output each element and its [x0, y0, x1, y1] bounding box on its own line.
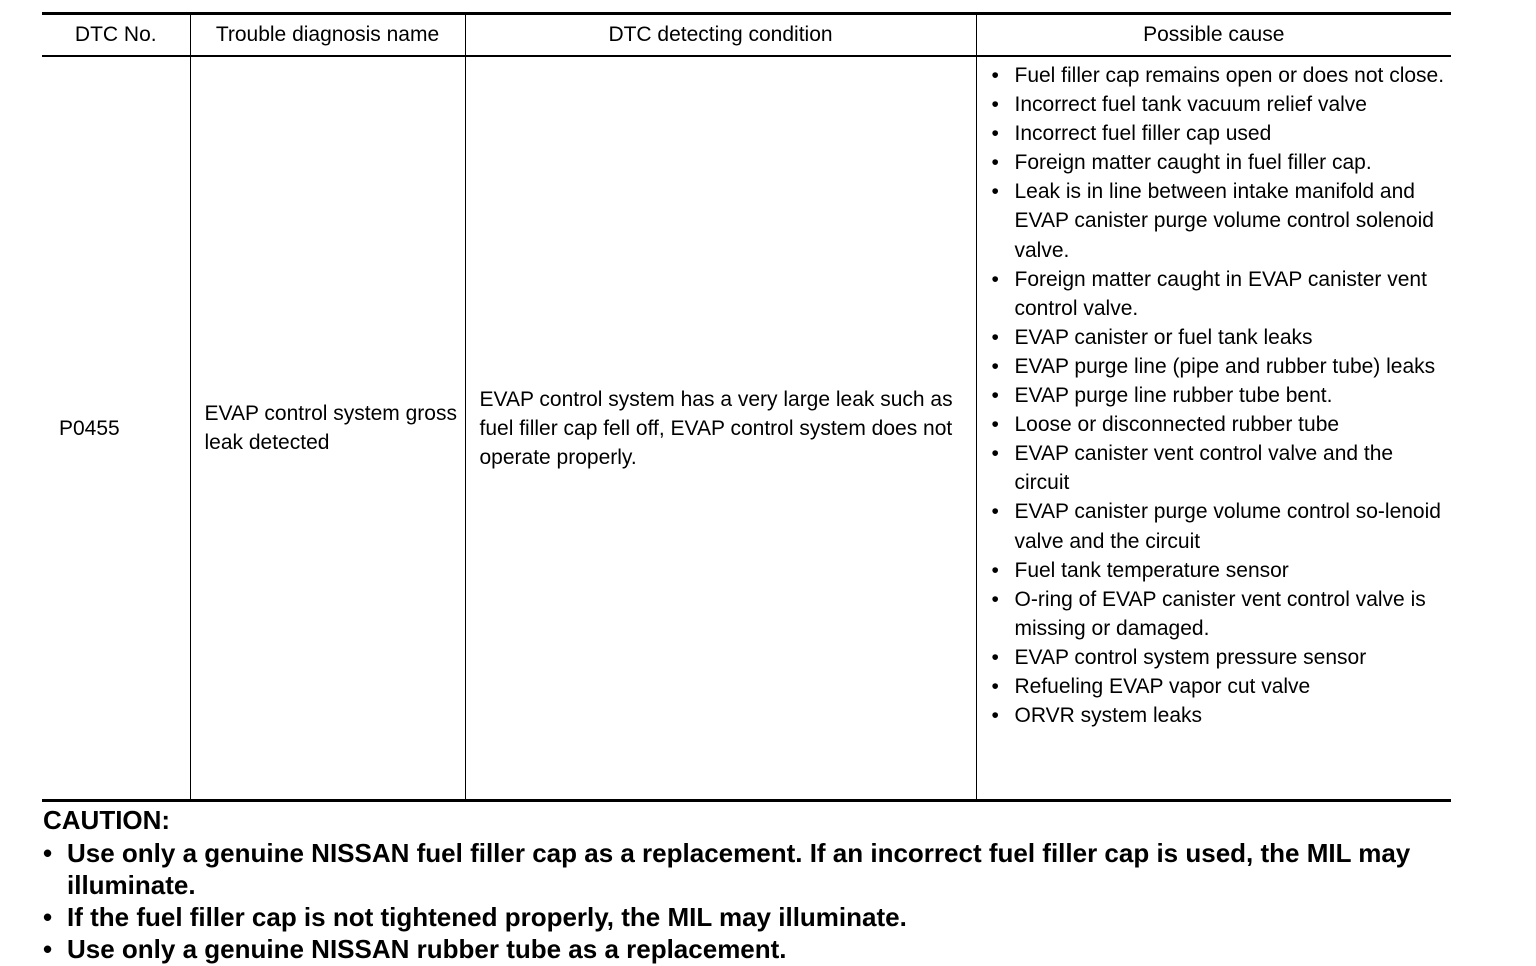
trouble-diagnosis-name-cell: EVAP control system gross leak detected	[190, 56, 465, 801]
caution-title: CAUTION:	[43, 805, 171, 835]
caution-block	[43, 803, 1473, 965]
possible-cause-item: • EVAP purge line (pipe and rubber tube) leaks	[1015, 352, 1452, 381]
header-possible-cause: Possible cause	[976, 14, 1451, 57]
possible-cause-item: • EVAP canister purge volume control so-lenoid valve and the circuit	[1015, 497, 1452, 555]
table-header	[42, 14, 1451, 57]
header-row	[42, 14, 1451, 57]
header-dtc-detecting-condition: DTC detecting condition	[465, 14, 976, 57]
dtc-table	[42, 12, 1451, 802]
caution-list	[43, 837, 1473, 965]
possible-cause-item: • Fuel filler cap remains open or does not close.	[1015, 61, 1452, 90]
caution-item: • Use only a genuine NISSAN rubber tube as a replacement.	[67, 933, 1473, 965]
possible-cause-item: • Incorrect fuel filler cap used	[1015, 119, 1452, 148]
possible-cause-item: • EVAP canister or fuel tank leaks	[1015, 323, 1452, 352]
possible-cause-item: • Foreign matter caught in EVAP canister vent control valve.	[1015, 265, 1452, 323]
possible-cause-item: • Refueling EVAP vapor cut valve	[1015, 672, 1452, 701]
detecting-condition-cell: EVAP control system has a very large leak such as fuel filler cap fell off, EVAP control system does not operate properly.	[465, 56, 976, 801]
possible-cause-item: • EVAP canister vent control valve and the circuit	[1015, 439, 1452, 497]
possible-cause-list	[977, 61, 1452, 730]
possible-cause-item: • EVAP control system pressure sensor	[1015, 643, 1452, 672]
possible-cause-item: • O-ring of EVAP canister vent control valve is missing or damaged.	[1015, 585, 1452, 643]
possible-cause-item: • Loose or disconnected rubber tube	[1015, 410, 1452, 439]
caution-item: • Use only a genuine NISSAN fuel filler cap as a replacement. If an incorrect fuel filler cap is used, the MIL may illuminate.	[67, 837, 1473, 901]
possible-cause-item: • Foreign matter caught in fuel filler cap.	[1015, 148, 1452, 177]
possible-cause-item: • ORVR system leaks	[1015, 701, 1452, 730]
header-trouble-diagnosis-name: Trouble diagnosis name	[190, 14, 465, 57]
possible-cause-item: • Leak is in line between intake manifold and EVAP canister purge volume control solenoid valve.	[1015, 177, 1452, 264]
possible-cause-cell	[976, 56, 1451, 801]
table-body	[42, 56, 1451, 801]
caution-item: • If the fuel filler cap is not tightened properly, the MIL may illuminate.	[67, 901, 1473, 933]
dtc-number-cell: P0455	[42, 56, 190, 801]
possible-cause-item: • Fuel tank temperature sensor	[1015, 556, 1452, 585]
header-dtc-no: DTC No.	[42, 14, 190, 57]
table-row	[42, 56, 1451, 801]
possible-cause-item: • Incorrect fuel tank vacuum relief valve	[1015, 90, 1452, 119]
possible-cause-item: • EVAP purge line rubber tube bent.	[1015, 381, 1452, 410]
